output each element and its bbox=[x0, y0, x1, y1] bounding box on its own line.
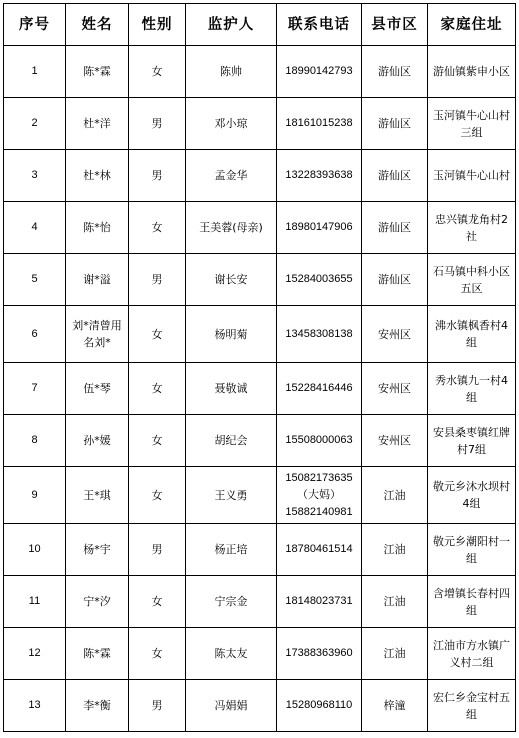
row-index: 11 bbox=[4, 576, 66, 628]
contact-phone: 13228393638 bbox=[277, 150, 362, 202]
student-name: 李*衡 bbox=[66, 680, 129, 732]
row-index: 9 bbox=[4, 467, 66, 524]
row-index: 4 bbox=[4, 202, 66, 254]
county-district: 游仙区 bbox=[362, 202, 428, 254]
student-name: 杜*林 bbox=[66, 150, 129, 202]
table-row bbox=[4, 150, 516, 202]
table-row bbox=[4, 415, 516, 467]
table-row bbox=[4, 467, 516, 524]
table-row bbox=[4, 576, 516, 628]
student-name: 宁*汐 bbox=[66, 576, 129, 628]
county-district: 安州区 bbox=[362, 306, 428, 363]
gender: 男 bbox=[129, 680, 186, 732]
table-row bbox=[4, 254, 516, 306]
county-district: 游仙区 bbox=[362, 150, 428, 202]
guardian-name: 邓小琼 bbox=[186, 98, 277, 150]
table-row bbox=[4, 680, 516, 732]
student-name: 刘*清曾用名刘* bbox=[66, 306, 129, 363]
home-address: 沸水镇枫香村4组 bbox=[428, 306, 516, 363]
contact-phone: 18148023731 bbox=[277, 576, 362, 628]
county-district: 安州区 bbox=[362, 415, 428, 467]
student-name: 陈*怡 bbox=[66, 202, 129, 254]
gender: 女 bbox=[129, 576, 186, 628]
student-name: 王*琪 bbox=[66, 467, 129, 524]
gender: 男 bbox=[129, 98, 186, 150]
contact-phone: 18980147906 bbox=[277, 202, 362, 254]
header-row bbox=[4, 4, 516, 46]
row-index: 13 bbox=[4, 680, 66, 732]
home-address: 敬元乡沐水坝村4组 bbox=[428, 467, 516, 524]
row-index: 3 bbox=[4, 150, 66, 202]
row-index: 1 bbox=[4, 46, 66, 98]
home-address: 安县桑枣镇红牌村7组 bbox=[428, 415, 516, 467]
student-name: 谢*溢 bbox=[66, 254, 129, 306]
guardian-name: 宁宗金 bbox=[186, 576, 277, 628]
table-row bbox=[4, 524, 516, 576]
guardian-name: 谢长安 bbox=[186, 254, 277, 306]
guardian-name: 冯娟娟 bbox=[186, 680, 277, 732]
gender: 男 bbox=[129, 150, 186, 202]
student-name: 伍*琴 bbox=[66, 363, 129, 415]
county-district: 游仙区 bbox=[362, 46, 428, 98]
gender: 女 bbox=[129, 46, 186, 98]
home-address: 含增镇长春村四组 bbox=[428, 576, 516, 628]
guardian-name: 杨明菊 bbox=[186, 306, 277, 363]
gender: 女 bbox=[129, 202, 186, 254]
home-address: 秀水镇九一村4组 bbox=[428, 363, 516, 415]
home-address: 游仙镇紫申小区 bbox=[428, 46, 516, 98]
county-district: 游仙区 bbox=[362, 254, 428, 306]
header-county: 县市区 bbox=[362, 4, 428, 46]
header-gender: 性别 bbox=[129, 4, 186, 46]
gender: 女 bbox=[129, 363, 186, 415]
county-district: 梓潼 bbox=[362, 680, 428, 732]
row-index: 2 bbox=[4, 98, 66, 150]
table-row bbox=[4, 628, 516, 680]
county-district: 游仙区 bbox=[362, 98, 428, 150]
table-row bbox=[4, 306, 516, 363]
gender: 女 bbox=[129, 415, 186, 467]
student-name: 杜*洋 bbox=[66, 98, 129, 150]
county-district: 江油 bbox=[362, 576, 428, 628]
contact-phone: 15508000063 bbox=[277, 415, 362, 467]
guardian-name: 孟金华 bbox=[186, 150, 277, 202]
guardian-name: 陈太友 bbox=[186, 628, 277, 680]
contact-phone: 18780461514 bbox=[277, 524, 362, 576]
gender: 女 bbox=[129, 467, 186, 524]
county-district: 江油 bbox=[362, 524, 428, 576]
student-name: 孙*媛 bbox=[66, 415, 129, 467]
row-index: 8 bbox=[4, 415, 66, 467]
home-address: 宏仁乡金宝村五组 bbox=[428, 680, 516, 732]
row-index: 12 bbox=[4, 628, 66, 680]
home-address: 石马镇中科小区五区 bbox=[428, 254, 516, 306]
guardian-name: 王义勇 bbox=[186, 467, 277, 524]
gender: 男 bbox=[129, 254, 186, 306]
county-district: 江油 bbox=[362, 467, 428, 524]
student-name: 杨*宇 bbox=[66, 524, 129, 576]
student-roster-table bbox=[3, 3, 516, 732]
home-address: 敬元乡潮阳村一组 bbox=[428, 524, 516, 576]
table-row bbox=[4, 46, 516, 98]
contact-phone: 15280968110 bbox=[277, 680, 362, 732]
guardian-name: 胡纪会 bbox=[186, 415, 277, 467]
contact-phone: 15228416446 bbox=[277, 363, 362, 415]
table-row bbox=[4, 363, 516, 415]
contact-phone: 13458308138 bbox=[277, 306, 362, 363]
guardian-name: 杨正培 bbox=[186, 524, 277, 576]
contact-phone: 17388363960 bbox=[277, 628, 362, 680]
header-name: 姓名 bbox=[66, 4, 129, 46]
county-district: 安州区 bbox=[362, 363, 428, 415]
row-index: 10 bbox=[4, 524, 66, 576]
contact-phone: 18161015238 bbox=[277, 98, 362, 150]
gender: 女 bbox=[129, 628, 186, 680]
county-district: 江油 bbox=[362, 628, 428, 680]
header-phone: 联系电话 bbox=[277, 4, 362, 46]
table-row bbox=[4, 98, 516, 150]
contact-phone: 18990142793 bbox=[277, 46, 362, 98]
header-index: 序号 bbox=[4, 4, 66, 46]
home-address: 忠兴镇龙角村2社 bbox=[428, 202, 516, 254]
header-address: 家庭住址 bbox=[428, 4, 516, 46]
home-address: 江油市方水镇广义村二组 bbox=[428, 628, 516, 680]
guardian-name: 陈帅 bbox=[186, 46, 277, 98]
contact-phone: 15284003655 bbox=[277, 254, 362, 306]
header-guardian: 监护人 bbox=[186, 4, 277, 46]
row-index: 6 bbox=[4, 306, 66, 363]
row-index: 5 bbox=[4, 254, 66, 306]
gender: 男 bbox=[129, 524, 186, 576]
home-address: 玉河镇牛心山村三组 bbox=[428, 98, 516, 150]
row-index: 7 bbox=[4, 363, 66, 415]
contact-phone: 15082173635（大妈）15882140981 bbox=[277, 467, 362, 524]
guardian-name: 王美蓉(母亲) bbox=[186, 202, 277, 254]
student-name: 陈*霖 bbox=[66, 628, 129, 680]
gender: 女 bbox=[129, 306, 186, 363]
student-name: 陈*霖 bbox=[66, 46, 129, 98]
guardian-name: 聂敬诚 bbox=[186, 363, 277, 415]
table-row bbox=[4, 202, 516, 254]
home-address: 玉河镇牛心山村 bbox=[428, 150, 516, 202]
